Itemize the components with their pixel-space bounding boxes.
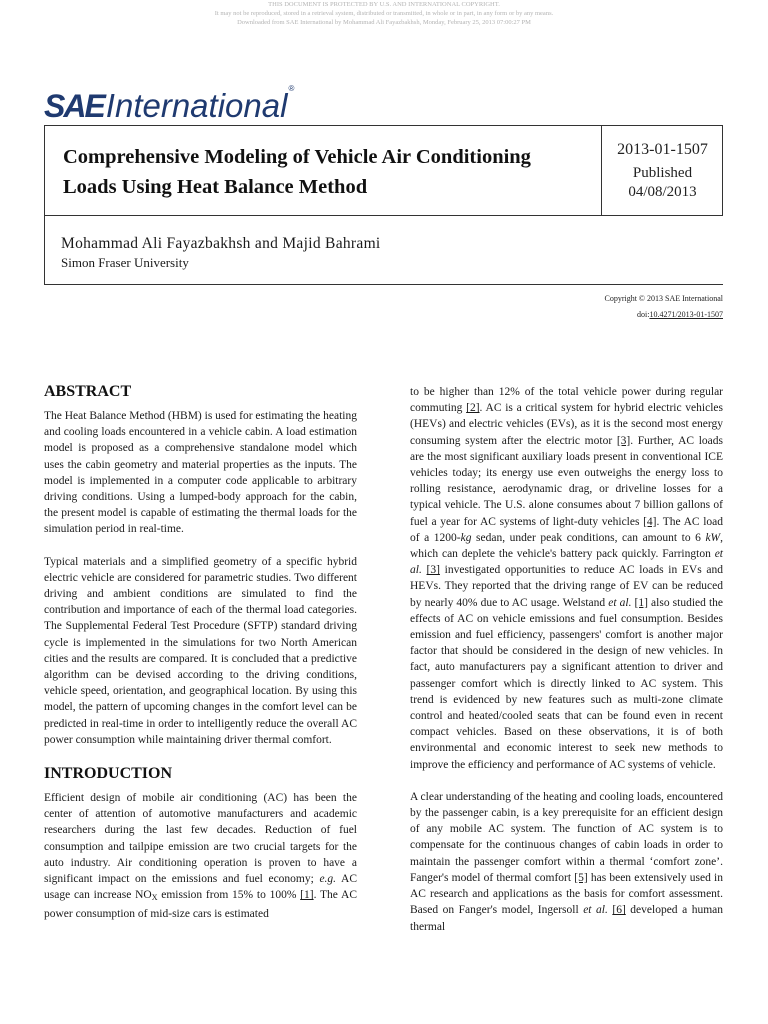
text-run: also studied the effects of AC on vehicle emissions and fuel consumption. Besides emission and fuel efficiency, passengers' comfort is another major factor that should be considered in the design of new vehicles. In fact, auto manufacturers pay a significant attention to driver and passenger comfort which is directly linked to AC system. This trend is evidenced by new features such as multi-zone climate control and heated/cooled seats that can be found even in recent compact vehicles. Based on these observations, it is of both environmental and economic interest to seek new methods to improve the efficiency and performance of AC systems of vehicle. bbox=[410, 596, 724, 771]
sae-international-logo bbox=[44, 82, 294, 122]
text-run: . The AC power consumption of mid-size cars is estimated bbox=[44, 889, 358, 921]
text-run-italic: et al. bbox=[583, 904, 608, 917]
text-run: Efficient design of mobile air conditioning (AC) has been the center of attention of automotive manufacturers and academic researchers during the last few decades. Reduction of fuel consumption and tailpipe emission are two crucial targets for the auto industry. Air conditioning operation is proven to have a significant impact on the emissions and fuel economy; bbox=[44, 792, 357, 886]
text-run-italic: kg bbox=[460, 531, 472, 544]
doi-label: doi: bbox=[636, 310, 650, 319]
citation-link[interactable]: [5] bbox=[574, 871, 588, 884]
introduction-heading: INTRODUCTION bbox=[44, 765, 173, 783]
copyright-text: Copyright © 2013 SAE International bbox=[604, 294, 723, 303]
text-run: has been extensively used in AC research and applications as the basis for comfort assessment. Based on Fanger's model, Ingersoll bbox=[410, 871, 723, 917]
logo-registered-mark: ® bbox=[288, 84, 295, 93]
abstract-paragraph-1: The Heat Balance Method (HBM) is used for estimating the heating and cooling loads encountered in a vehicle cabin. A load estimation model is proposed as a comprehensive standalone model which uses the cabin geometry and material properties as the inputs. The model is implemented in a computer code applicable to arbitrary driving conditions. Using a lumped-body approach for the cabin, the present model is capable of estimating the thermal loads for the simulation period in real-time. bbox=[44, 410, 357, 536]
abstract-heading: ABSTRACT bbox=[44, 383, 132, 400]
text-run: developed a human thermal bbox=[410, 904, 723, 933]
subscript: X bbox=[151, 893, 158, 903]
copyright-block bbox=[604, 291, 723, 323]
citation-link[interactable]: [2] bbox=[466, 402, 480, 415]
text-run: to be higher than 12% of the total vehicle power during regular commuting bbox=[410, 386, 723, 415]
title-box bbox=[44, 125, 723, 216]
affiliation: Simon Fraser University bbox=[61, 255, 189, 270]
citation-link[interactable]: [3] bbox=[426, 564, 440, 577]
text-run: , which can deplete the vehicle's battery pack quickly. Farrington bbox=[410, 531, 724, 561]
text-run-italic: et al. bbox=[410, 548, 723, 577]
paper-title: Comprehensive Modeling of Vehicle Air Conditioning Loads Using Heat Balance Method bbox=[63, 146, 531, 198]
notice-line-1: THIS DOCUMENT IS PROTECTED BY U.S. AND INTERNATIONAL COPYRIGHT. bbox=[268, 1, 500, 8]
left-column bbox=[44, 382, 357, 923]
text-run: AC usage can increase NO bbox=[44, 873, 357, 902]
author-box bbox=[44, 215, 723, 285]
citation-link[interactable]: [6] bbox=[612, 904, 626, 917]
text-run-italic: kW bbox=[705, 531, 721, 544]
text-run: emission from 15% to 100% bbox=[157, 889, 301, 902]
doi-link[interactable]: 10.4271/2013-01-1507 bbox=[649, 310, 723, 319]
copyright-notice bbox=[0, 0, 768, 27]
text-run-italic: e.g. bbox=[319, 873, 337, 886]
published-date: 04/08/2013 bbox=[628, 184, 697, 200]
text-run-italic: et al. bbox=[608, 596, 632, 609]
citation-link[interactable]: [3] bbox=[616, 434, 631, 447]
text-run: . The AC load of a 1200- bbox=[410, 515, 724, 544]
doi-line bbox=[604, 307, 723, 323]
citation-link[interactable]: [1] bbox=[634, 596, 648, 609]
paper-id: 2013-01-1507 bbox=[617, 141, 708, 158]
right-column bbox=[410, 384, 723, 935]
text-run: sedan, under peak conditions, can amount to 6 bbox=[471, 531, 706, 544]
logo-sae: SAE bbox=[44, 88, 104, 124]
abstract-paragraph-2: Typical materials and a simplified geometry of a specific hybrid electric vehicle are considered for parametric studies. Two different driving and ambient conditions are simulated to find the contribution and importance of each of the thermal load categories. The Supplemental Federal Test Procedure (SFTP) standard driving cycle is implemented in the simulations for two North American cities and the results are compared. It is concluded that a predictive algorithm can be devised according to the driving conditions, vehicle speed, orientation, and geographical location. By using this model, the pattern of upcoming changes in the comfort level can be predicted in real-time in order to intelligently reduce the overall AC power consumption while maintaining driver thermal comfort. bbox=[44, 555, 357, 746]
introduction-paragraph-1 bbox=[44, 790, 357, 923]
paper-meta bbox=[602, 140, 723, 202]
text-run: A clear understanding of the heating and cooling loads, encountered by the passenger cabin, is a key prerequisite for an efficient design of any mobile AC system. The function of AC system is to compensate for the continuous changes of cabin loads in order to maintain the passenger comfort within a thermal ‘comfort zone’. Fanger's model of thermal comfort bbox=[410, 790, 723, 884]
published-label: Published bbox=[632, 165, 693, 181]
citation-link[interactable]: [4] bbox=[643, 515, 657, 528]
notice-line-2: It may not be reproduced, stored in a retrieval system, distributed or transmitted, in whole or in part, in any form or by any means. bbox=[214, 10, 554, 17]
logo-international: International bbox=[105, 87, 288, 124]
intro-paragraph-2 bbox=[410, 384, 723, 773]
citation-link[interactable]: [1] bbox=[300, 889, 314, 902]
intro-paragraph-3 bbox=[410, 789, 723, 935]
text-run: investigated opportunities to reduce AC loads in EVs and HEVs. They reported that the driving range of EV can be reduced by nearly 40% due to AC usage. Welstand bbox=[410, 564, 723, 609]
text-run: . Further, AC loads are the most significant auxiliary loads present in conventional ICE vehicles today; its energy use even outweighs the energy loss to rolling resistance, aerodynamic drag, or driveline losses for a typical vehicle. The U.S. alone consumes about 7 billion gallons of fuel a year for AC systems of light-duty vehicles bbox=[410, 434, 723, 528]
notice-line-3: Downloaded from SAE International by Mohammad Ali Fayazbakhsh, Monday, February 25, 2013 07:00:27 PM bbox=[237, 19, 531, 26]
text-run: . AC is a critical system for hybrid electric vehicles (HEVs) and electric vehicles (EVs), as it is the second most energy consuming system after the electric motor bbox=[410, 402, 723, 447]
authors: Mohammad Ali Fayazbakhsh and Majid Bahrami bbox=[61, 235, 381, 252]
